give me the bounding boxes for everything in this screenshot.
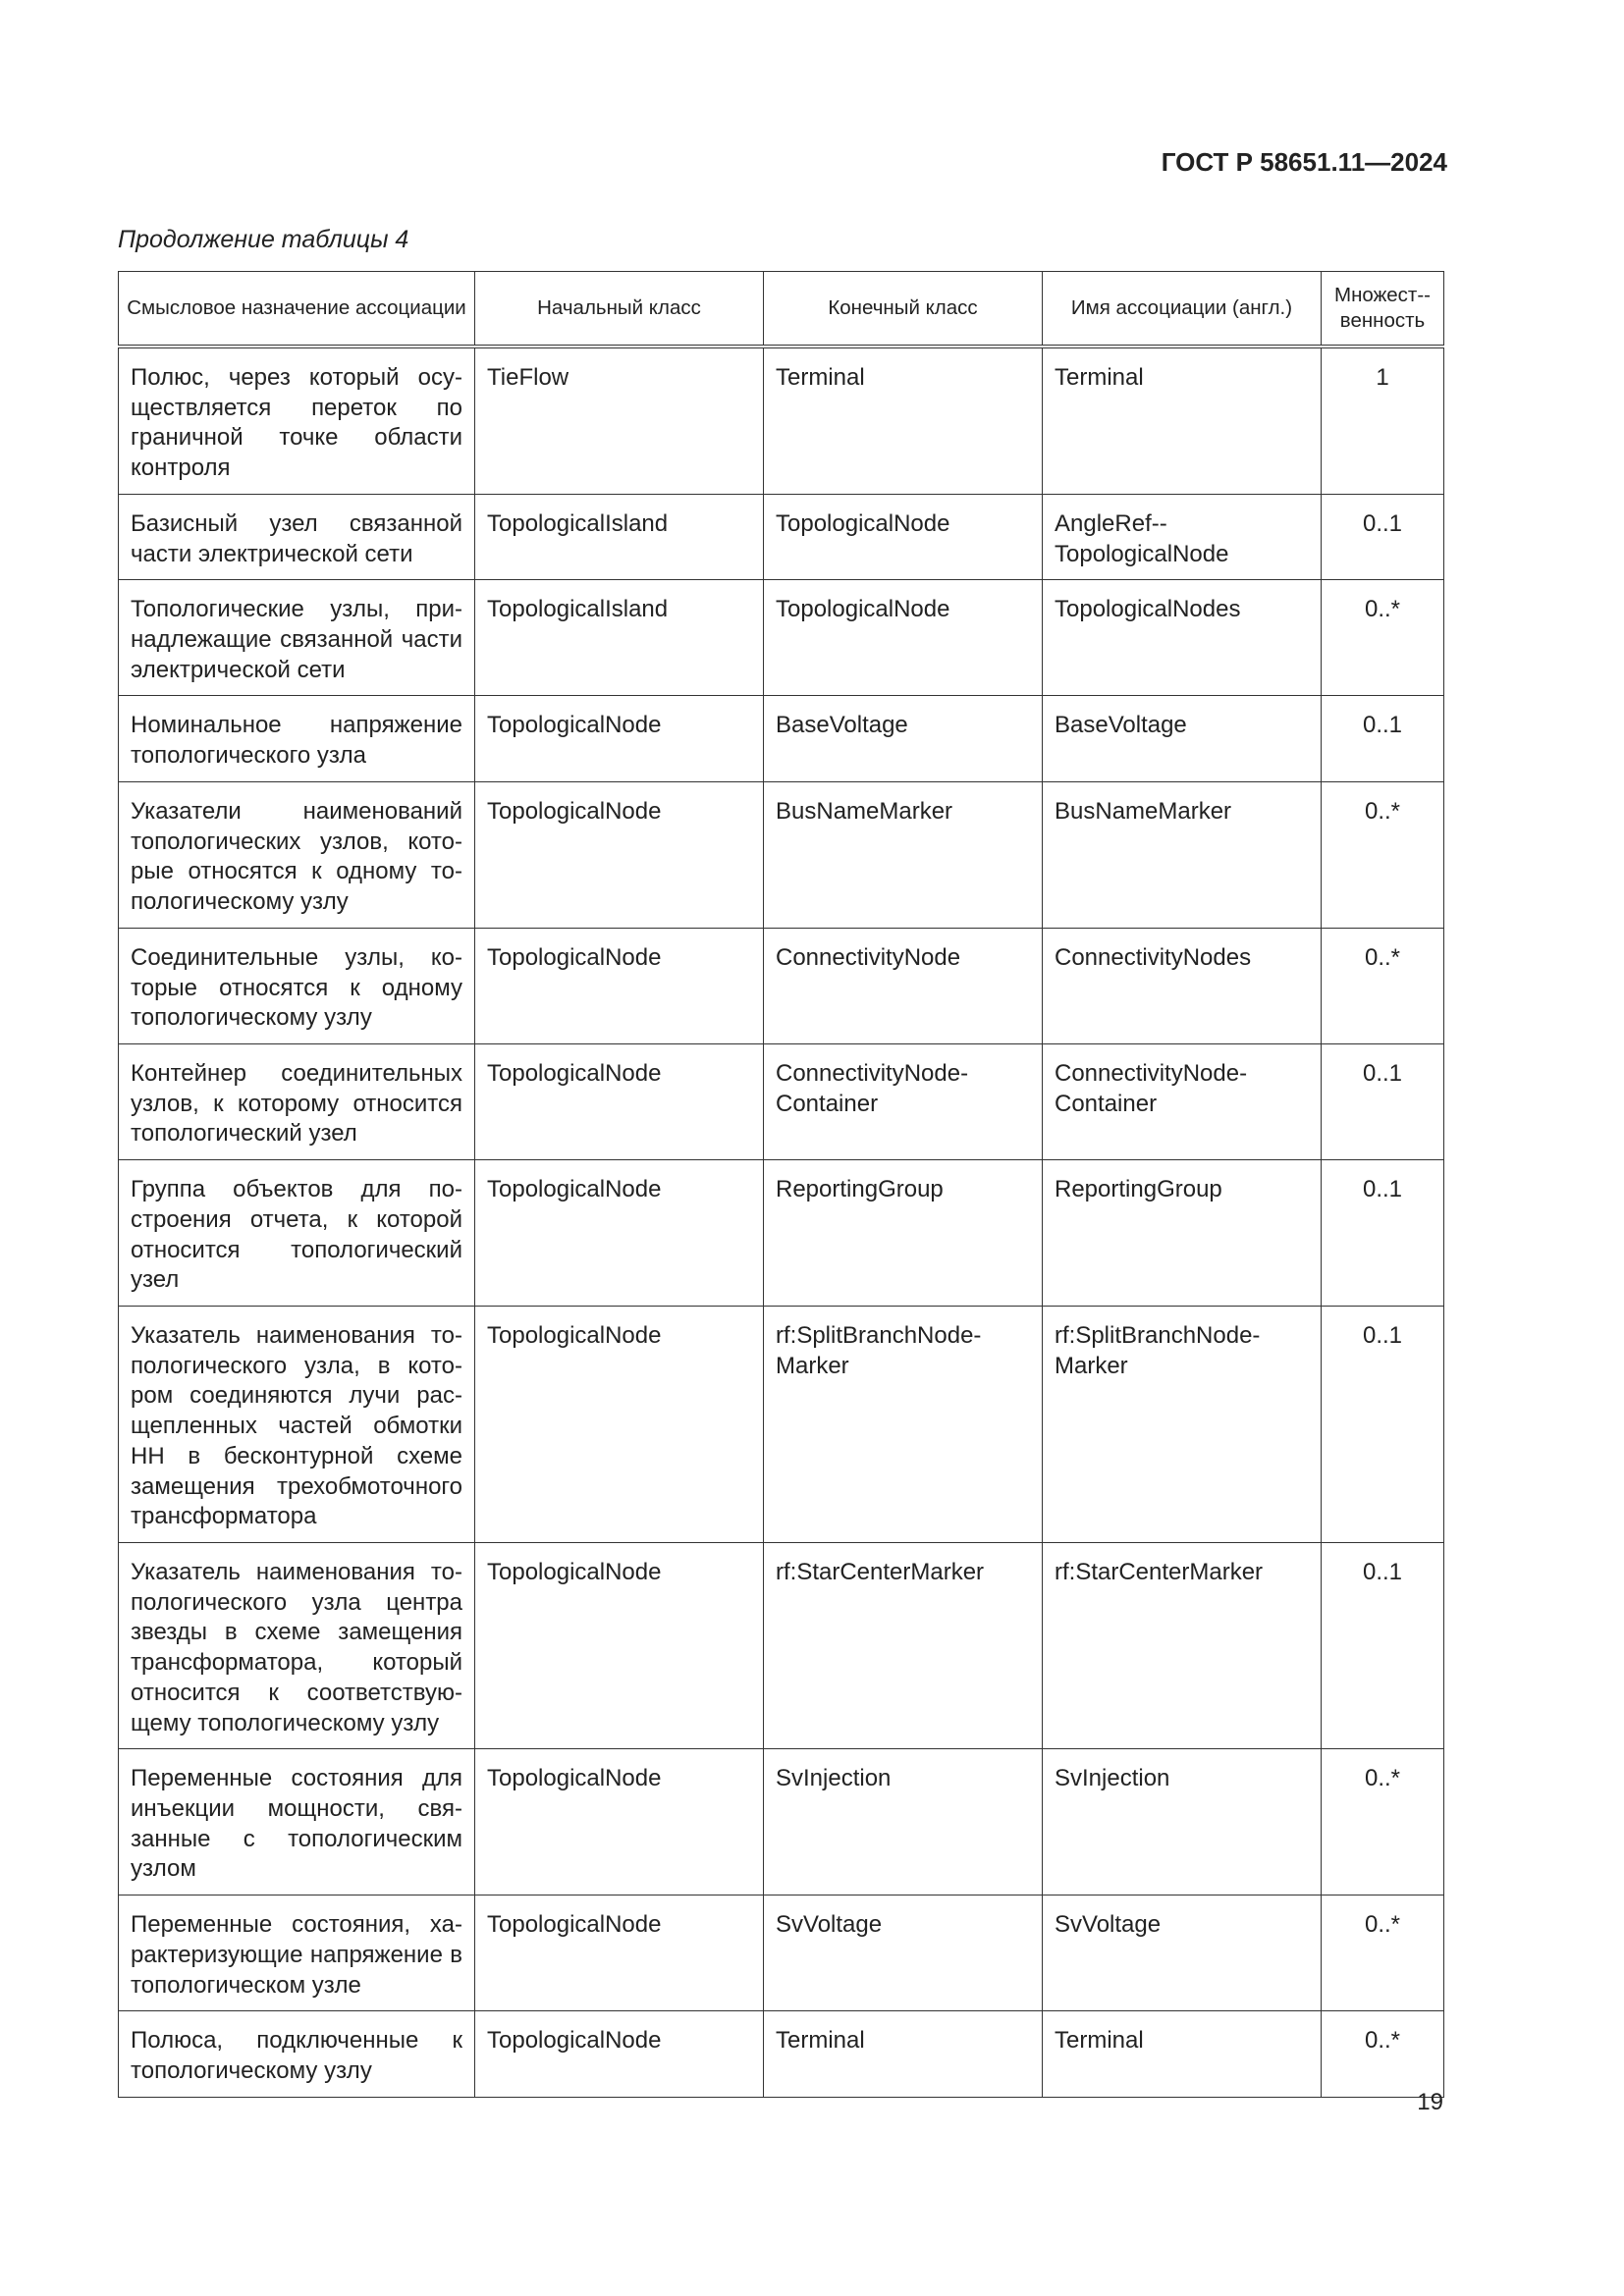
association-name-cell: SvVoltage — [1043, 1896, 1322, 2011]
multiplicity-cell: 0..1 — [1322, 696, 1444, 781]
table-row — [119, 1160, 1444, 1307]
multiplicity-cell: 0..* — [1322, 781, 1444, 928]
table-row — [119, 1543, 1444, 1749]
multiplicity-cell: 0..* — [1322, 2011, 1444, 2097]
multiplicity-cell: 0..* — [1322, 1896, 1444, 2011]
table-row — [119, 1749, 1444, 1896]
table-row — [119, 781, 1444, 928]
table-row — [119, 1043, 1444, 1159]
multiplicity-cell: 0..* — [1322, 1749, 1444, 1896]
source-class-cell: TopologicalNode — [475, 1543, 764, 1749]
multiplicity-cell: 0..1 — [1322, 1543, 1444, 1749]
association-purpose-cell: Полюс, через который осуществляется переток по граничной точке области контроля — [119, 347, 475, 494]
table-row — [119, 347, 1444, 494]
multiplicity-cell: 0..1 — [1322, 1160, 1444, 1307]
association-name-cell: ConnectivityNode-Container — [1043, 1043, 1322, 1159]
source-class-cell: TopologicalNode — [475, 781, 764, 928]
association-purpose-cell: Указатели наименований топологических узлов, которые относятся к одному топологическому узлу — [119, 781, 475, 928]
association-name-cell: SvInjection — [1043, 1749, 1322, 1896]
source-class-cell: TopologicalNode — [475, 1160, 764, 1307]
association-name-cell: rf:StarCenterMarker — [1043, 1543, 1322, 1749]
association-purpose-cell: Топологические узлы, принадлежащие связанной части электрической сети — [119, 580, 475, 696]
target-class-cell: ConnectivityNode-Container — [764, 1043, 1043, 1159]
source-class-cell: TopologicalIsland — [475, 494, 764, 579]
target-class-cell: BusNameMarker — [764, 781, 1043, 928]
source-class-cell: TopologicalNode — [475, 928, 764, 1043]
table-row — [119, 1896, 1444, 2011]
association-purpose-cell: Переменные состояния для инъекции мощности, связанные с топологическим узлом — [119, 1749, 475, 1896]
target-class-cell: Terminal — [764, 2011, 1043, 2097]
source-class-cell: TopologicalNode — [475, 1896, 764, 2011]
table-caption: Продолжение таблицы 4 — [118, 226, 409, 253]
association-name-cell: ReportingGroup — [1043, 1160, 1322, 1307]
association-purpose-cell: Переменные состояния, характеризующие напряжение в топологическом узле — [119, 1896, 475, 2011]
table-row — [119, 928, 1444, 1043]
table-row — [119, 2011, 1444, 2097]
association-purpose-cell: Группа объектов для построения отчета, к которой относится топологический узел — [119, 1160, 475, 1307]
association-purpose-cell: Соединительные узлы, которые относятся к одному топологическому узлу — [119, 928, 475, 1043]
page-number: 19 — [1417, 2089, 1443, 2115]
association-purpose-cell: Базисный узел связанной части электрической сети — [119, 494, 475, 579]
source-class-cell: TopologicalNode — [475, 1749, 764, 1896]
table-row — [119, 580, 1444, 696]
association-name-cell: BusNameMarker — [1043, 781, 1322, 928]
association-purpose-cell: Указатель наименования топологического узла центра звезды в схеме замещения трансформатора, который относится к соответствующему топологическому узлу — [119, 1543, 475, 1749]
target-class-cell: TopologicalNode — [764, 494, 1043, 579]
source-class-cell: TopologicalIsland — [475, 580, 764, 696]
association-name-cell: rf:SplitBranchNode-Marker — [1043, 1306, 1322, 1542]
table-row — [119, 1306, 1444, 1542]
source-class-cell: TieFlow — [475, 347, 764, 494]
target-class-cell: rf:StarCenterMarker — [764, 1543, 1043, 1749]
association-purpose-cell: Номинальное напряжение топологического узла — [119, 696, 475, 781]
target-class-cell: ReportingGroup — [764, 1160, 1043, 1307]
table-body — [119, 347, 1444, 2097]
table-row — [119, 696, 1444, 781]
target-class-cell: Terminal — [764, 347, 1043, 494]
column-header-source-class: Начальный класс — [475, 272, 764, 347]
association-name-cell: Terminal — [1043, 2011, 1322, 2097]
document-code: ГОСТ Р 58651.11—2024 — [1161, 147, 1447, 177]
multiplicity-cell: 0..* — [1322, 580, 1444, 696]
multiplicity-cell: 0..1 — [1322, 1043, 1444, 1159]
association-purpose-cell: Контейнер соединительных узлов, к которому относится топологический узел — [119, 1043, 475, 1159]
target-class-cell: TopologicalNode — [764, 580, 1043, 696]
target-class-cell: ConnectivityNode — [764, 928, 1043, 1043]
association-name-cell: Terminal — [1043, 347, 1322, 494]
source-class-cell: TopologicalNode — [475, 1043, 764, 1159]
target-class-cell: rf:SplitBranchNode-Marker — [764, 1306, 1043, 1542]
multiplicity-cell: 0..1 — [1322, 494, 1444, 579]
multiplicity-cell: 0..1 — [1322, 1306, 1444, 1542]
target-class-cell: SvVoltage — [764, 1896, 1043, 2011]
column-header-target-class: Конечный класс — [764, 272, 1043, 347]
association-table — [118, 271, 1444, 2098]
source-class-cell: TopologicalNode — [475, 696, 764, 781]
target-class-cell: BaseVoltage — [764, 696, 1043, 781]
association-name-cell: ConnectivityNodes — [1043, 928, 1322, 1043]
table-header-row — [119, 272, 1444, 347]
association-purpose-cell: Указатель наименования топологического узла, в котором соединяются лучи расщепленных частей обмотки НН в бесконтурной схеме замещения трехобмоточного трансформатора — [119, 1306, 475, 1542]
source-class-cell: TopologicalNode — [475, 2011, 764, 2097]
column-header-association-name: Имя ассоциации (англ.) — [1043, 272, 1322, 347]
association-name-cell: BaseVoltage — [1043, 696, 1322, 781]
target-class-cell: SvInjection — [764, 1749, 1043, 1896]
source-class-cell: TopologicalNode — [475, 1306, 764, 1542]
association-name-cell: AngleRef-TopologicalNode — [1043, 494, 1322, 579]
association-purpose-cell: Полюса, подключенные к топологическому узлу — [119, 2011, 475, 2097]
column-header-multiplicity: Множест-венность — [1322, 272, 1444, 347]
table-row — [119, 494, 1444, 579]
column-header-purpose: Смысловое назначение ассоциации — [119, 272, 475, 347]
multiplicity-cell: 0..* — [1322, 928, 1444, 1043]
multiplicity-cell: 1 — [1322, 347, 1444, 494]
association-name-cell: TopologicalNodes — [1043, 580, 1322, 696]
